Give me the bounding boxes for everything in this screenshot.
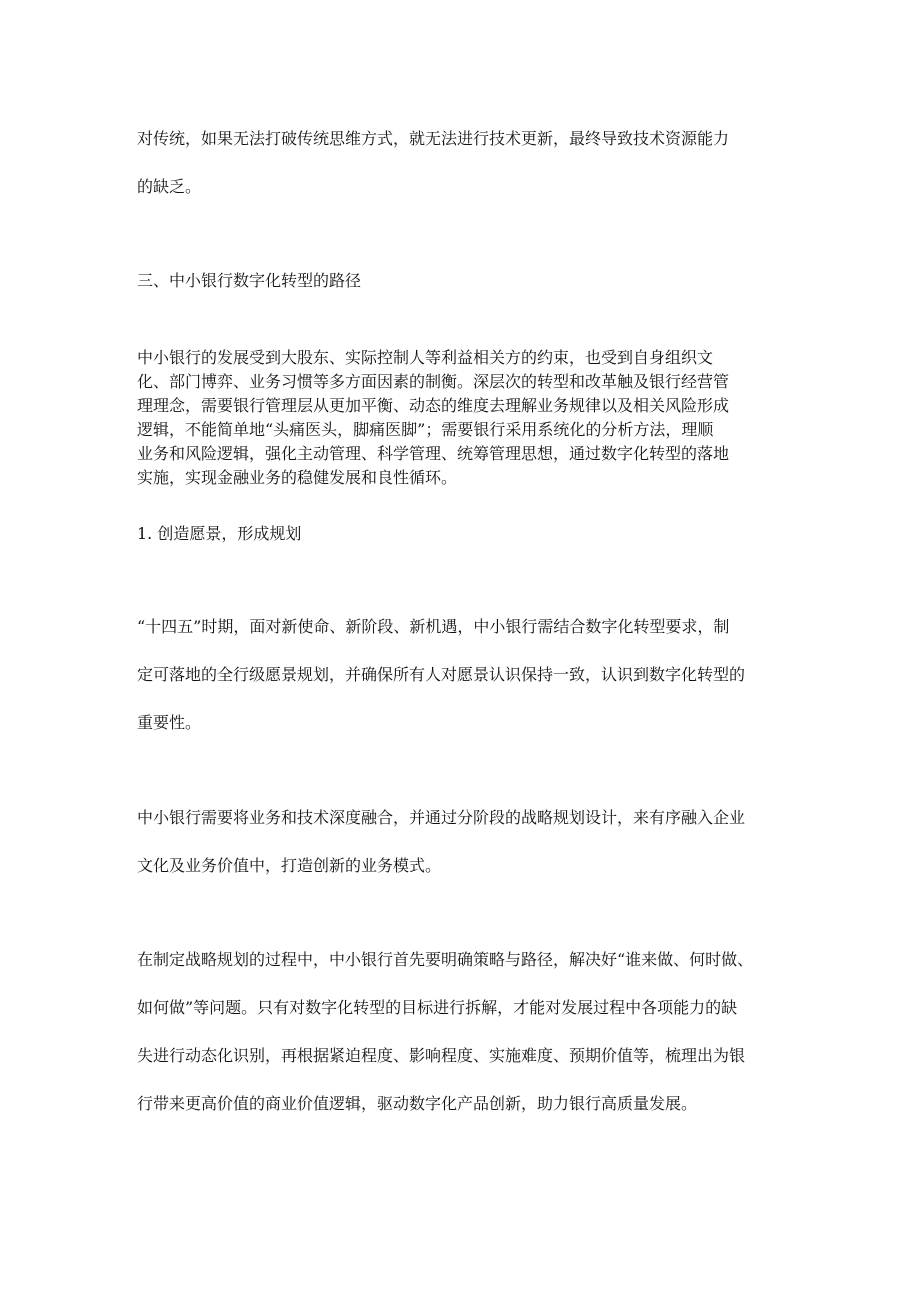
subheading: 1. 创造愿景，形成规划 bbox=[137, 524, 302, 543]
paragraph-4 bbox=[137, 794, 783, 890]
paragraph-line: 实施，实现金融业务的稳健发展和良性循环。 bbox=[137, 468, 458, 487]
paragraph-5 bbox=[137, 936, 783, 1128]
paragraph-line: 定可落地的全行级愿景规划，并确保所有人对愿景认识保持一致，认识到数字化转型的 bbox=[137, 665, 746, 684]
paragraph-line: 化、部门博弈、业务习惯等多方面因素的制衡。深层次的转型和改革触及银行经营管 bbox=[137, 372, 730, 391]
paragraph-line: 失进行动态化识别，再根据紧迫程度、影响程度、实施难度、预期价值等，梳理出为银 bbox=[137, 1046, 746, 1065]
paragraph-line: 对传统，如果无法打破传统思维方式，就无法进行技术更新，最终导致技术资源能力 bbox=[137, 129, 730, 148]
paragraph-line: 文化及业务价值中，打造创新的业务模式。 bbox=[137, 856, 442, 875]
paragraph-line: 理理念，需要银行管理层从更加平衡、动态的维度去理解业务规律以及相关风险形成 bbox=[137, 396, 730, 415]
paragraph-3 bbox=[137, 603, 783, 747]
paragraph-1 bbox=[137, 115, 783, 211]
paragraph-line: 逻辑，不能简单地“头痛医头，脚痛医脚”；需要银行采用系统化的分析方法，理顺 bbox=[137, 420, 714, 439]
paragraph-line: 中小银行的发展受到大股东、实际控制人等利益相关方的约束，也受到自身组织文 bbox=[137, 348, 714, 367]
paragraph-line: 业务和风险逻辑，强化主动管理、科学管理、统筹管理思想，通过数字化转型的落地 bbox=[137, 444, 730, 463]
paragraph-line: 如何做”等问题。只有对数字化转型的目标进行拆解，才能对发展过程中各项能力的缺 bbox=[137, 998, 738, 1017]
paragraph-line: 行带来更高价值的商业价值逻辑，驱动数字化产品创新，助力银行高质量发展。 bbox=[137, 1094, 698, 1113]
paragraph-2 bbox=[137, 346, 765, 490]
paragraph-line: 重要性。 bbox=[137, 713, 202, 732]
paragraph-line: 在制定战略规划的过程中，中小银行首先要明确策略与路径，解决好“谁来做、何时做、 bbox=[137, 950, 754, 969]
paragraph-line: 的缺乏。 bbox=[137, 177, 202, 196]
section-heading: 三、中小银行数字化转型的路径 bbox=[137, 271, 362, 290]
paragraph-line: “十四五”时期，面对新使命、新阶段、新机遇，中小银行需结合数字化转型要求，制 bbox=[137, 617, 730, 636]
paragraph-line: 中小银行需要将业务和技术深度融合，并通过分阶段的战略规划设计，来有序融入企业 bbox=[137, 808, 746, 827]
